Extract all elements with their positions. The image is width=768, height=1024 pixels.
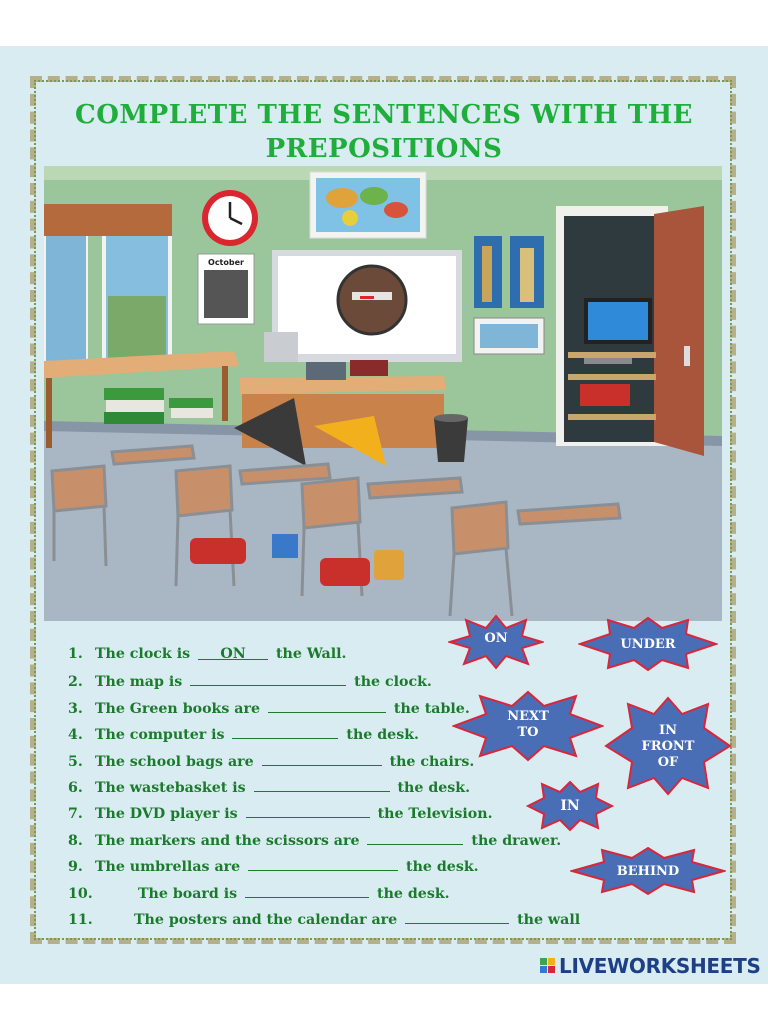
option-on-badge[interactable] [448, 614, 544, 670]
option-in-front-of-badge[interactable] [604, 696, 732, 796]
classroom-illustration [44, 166, 722, 621]
svg-text:BEHIND: BEHIND [616, 864, 680, 879]
calendar-label: October [208, 258, 244, 267]
svg-text:IN: IN [560, 798, 580, 814]
answer-blank-3[interactable] [268, 699, 386, 713]
map-illustration [310, 172, 426, 238]
svg-text:OF: OF [657, 755, 679, 770]
option-under-badge[interactable] [578, 616, 718, 672]
svg-text:ON: ON [484, 631, 508, 646]
sentence-5: 5. The school bags are the chairs. [68, 753, 475, 770]
svg-text:UNDER: UNDER [620, 637, 676, 652]
sentence-10: 10. The board is the desk. [68, 885, 450, 902]
liveworksheets-logo-text: LIVEWORKSHEETS [559, 954, 761, 978]
svg-text:FRONT: FRONT [641, 739, 695, 754]
answer-blank-8[interactable] [367, 831, 463, 845]
answer-blank-1[interactable]: ON [198, 646, 268, 660]
page-title-line1: COMPLETE THE SENTENCES WITH THE [75, 100, 693, 130]
answer-blank-7[interactable] [246, 804, 370, 818]
window-illustration [44, 204, 172, 369]
clock-illustration [202, 190, 258, 246]
sentence-11: 11. The posters and the calendar are the wall [68, 911, 581, 928]
svg-text:TO: TO [517, 725, 539, 740]
liveworksheets-logo[interactable] [540, 953, 761, 979]
sentence-4: 4. The computer is the desk. [68, 727, 419, 744]
wastebasket-illustration [434, 414, 468, 462]
svg-text:IN: IN [659, 723, 677, 738]
answer-blank-6[interactable] [254, 778, 390, 792]
sentence-7: 7. The DVD player is the Television. [68, 806, 493, 823]
whiteboard-illustration [272, 250, 462, 362]
option-behind-badge[interactable] [570, 846, 726, 896]
page-title-line2: PREPOSITIONS [265, 134, 503, 164]
sentence-8: 8. The markers and the scissors are the drawer. [68, 832, 562, 849]
answer-blank-11[interactable] [405, 910, 509, 924]
option-in-badge[interactable] [526, 780, 614, 832]
sentence-9: 9. The umbrellas are the desk. [68, 859, 479, 876]
sentence-3: 3. The Green books are the table. [68, 700, 470, 717]
door-illustration [556, 206, 704, 456]
answer-blank-10[interactable] [245, 884, 369, 898]
answer-blank-5[interactable] [262, 752, 382, 766]
calendar-illustration [198, 254, 254, 324]
answer-blank-4[interactable] [232, 725, 338, 739]
sentence-6: 6. The wastebasket is the desk. [68, 779, 471, 796]
option-next-to-badge[interactable] [452, 690, 604, 762]
liveworksheets-logo-icon [540, 958, 556, 974]
answer-blank-9[interactable] [248, 857, 398, 871]
sentence-2: 2. The map is the clock. [68, 674, 432, 691]
sentence-1: 1. The clock is ON the Wall. [68, 646, 347, 662]
answer-blank-2[interactable] [190, 672, 346, 686]
svg-text:NEXT: NEXT [507, 709, 549, 724]
